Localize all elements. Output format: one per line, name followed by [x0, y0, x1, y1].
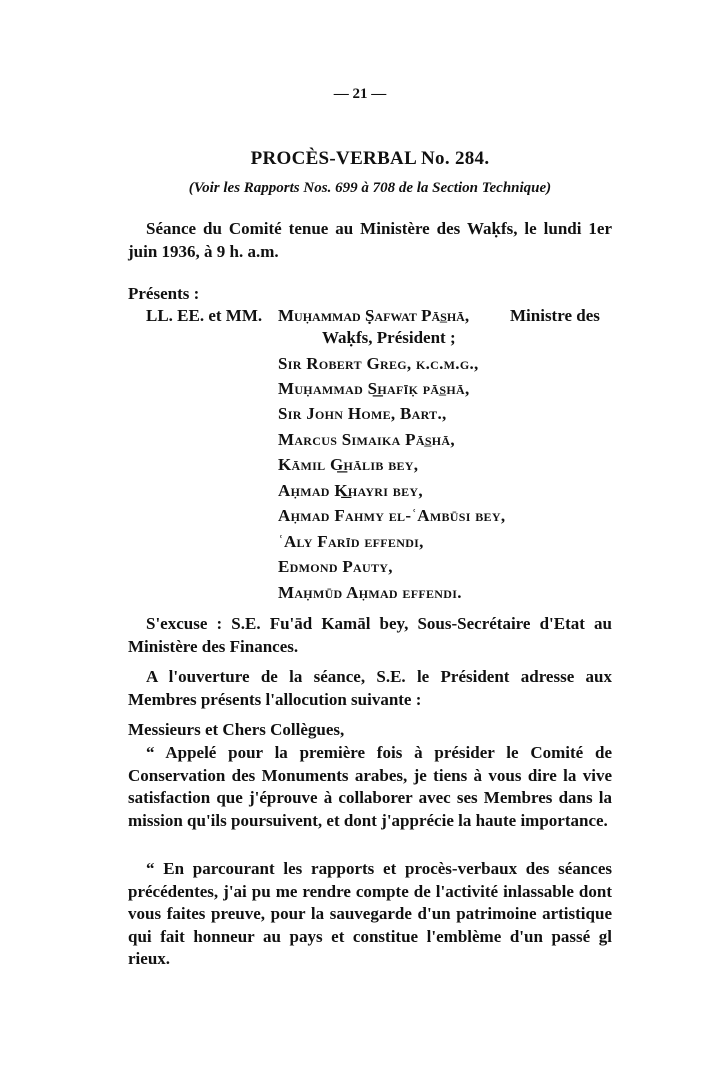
president-role-2: Waḳfs, Président ; — [322, 328, 456, 347]
presents-label: Présents : — [128, 284, 200, 303]
member-item: Sir Robert Greg, k.c.m.g., — [278, 354, 479, 373]
member-item: Edmond Pauty, — [278, 557, 393, 576]
member-item: Marcus Simaika Pā͟shā, — [278, 430, 455, 449]
member-item: Sir John Home, Bart., — [278, 404, 447, 423]
member-item: Kāmil G͟hālib bey, — [278, 455, 419, 474]
president-role-1: Ministre des — [510, 306, 600, 325]
excuse-paragraph: S'excuse : S.E. Fu'ād Kamāl bey, Sous-Secrétaire d'Etat au Ministère des Finances. — [128, 614, 612, 656]
opening-paragraph: A l'ouverture de la séance, S.E. le Président adresse aux Membres présents l'allocution suivante : — [128, 667, 612, 709]
member-item: Maḥmūd Aḥmad effendi. — [278, 583, 462, 602]
member-item: Aḥmad K͟hayri bey, — [278, 481, 423, 500]
president-prefix: LL. EE. et MM. — [146, 306, 263, 325]
president-name: Muḥammad Ṣafwat Pā͟shā, — [278, 306, 470, 325]
speech-paragraph-1: “ Appelé pour la première fois à présider le Comité de Conservation des Monuments arabes, je tiens à vous dire la vive satisfaction que j'éprouve à collaborer avec ses Membres dans la mission qu'ils poursuivent, et dont j'apprécie la haute importance. — [128, 743, 612, 830]
document-subtitle: (Voir les Rapports Nos. 699 à 708 de la Section Technique) — [188, 180, 552, 196]
member-item: Muḥammad S͟hafīḳ pā͟shā, — [278, 379, 470, 398]
document-title: PROCÈS-VERBAL No. 284. — [250, 148, 490, 169]
intro-paragraph: Séance du Comité tenue au Ministère des Waḳfs, le lundi 1er juin 1936, à 9 h. a.m. — [128, 219, 612, 261]
member-item: ʿAly Farīd effendi, — [278, 532, 424, 551]
salutation: Messieurs et Chers Collègues, — [128, 720, 345, 739]
page-number: — 21 — — [333, 86, 387, 102]
member-item: Aḥmad Fahmy el-ʿAmbūsi bey, — [278, 506, 506, 525]
speech-paragraph-2: “ En parcourant les rapports et procès-verbaux des séances précédentes, j'ai pu me rendre compte de l'activité inlassable dont vous faites preuve, pour la sauvegarde d'un patrimoine artistique qui fait honneur au pays et constitue l'emblème d'un passé gl rieux. — [128, 859, 612, 968]
